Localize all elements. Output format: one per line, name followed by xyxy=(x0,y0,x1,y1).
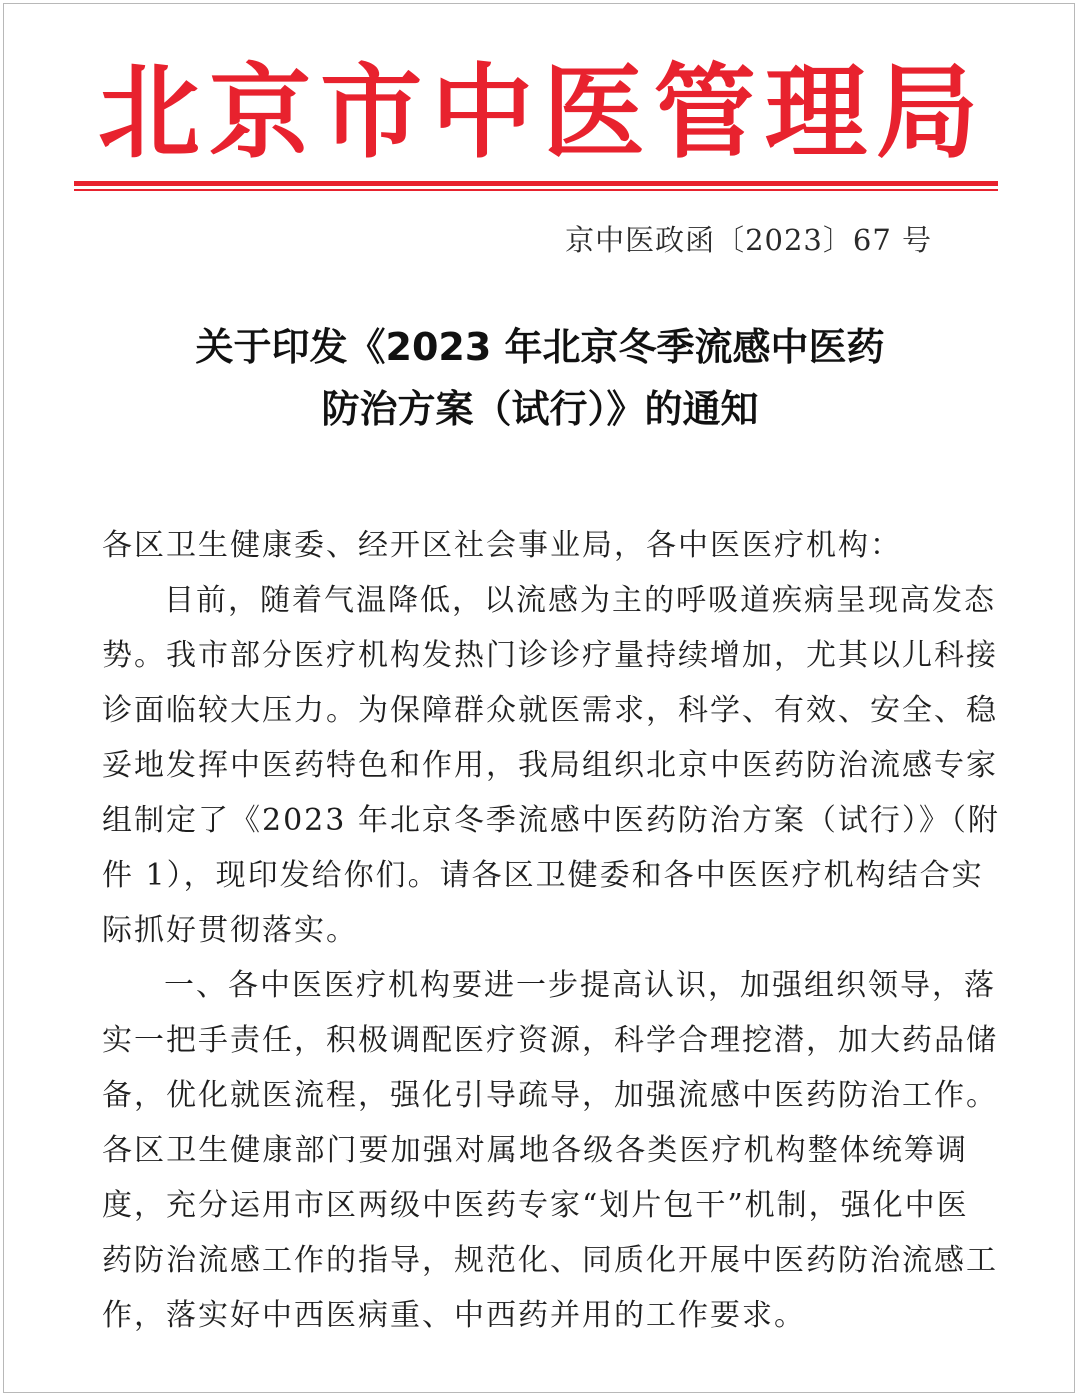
paragraph-line: 备，优化就医流程，强化引导疏导，加强流感中医药防治工作。 xyxy=(102,1078,998,1113)
paragraph-line: 作，落实好中西医病重、中西药并用的工作要求。 xyxy=(102,1298,806,1333)
paragraph-line: 药防治流感工作的指导，规范化、同质化开展中医药防治流感工 xyxy=(102,1243,998,1278)
paragraph-line: 实一把手责任，积极调配医疗资源，科学合理挖潜，加大药品储 xyxy=(102,1023,998,1058)
paragraph-line: 一、各中医医疗机构要进一步提高认识，加强组织领导，落 xyxy=(164,968,996,1003)
agency-letterhead xyxy=(98,54,978,173)
paragraph-line: 度，充分运用市区两级中医药专家“划片包干”机制，强化中医 xyxy=(102,1188,969,1223)
paragraph-line: 际抓好贯彻落实。 xyxy=(102,913,358,948)
paragraph-line: 组制定了《2023 年北京冬季流感中医药防治方案（试行）》（附 xyxy=(102,803,1000,838)
paragraph-line: 各区卫生健康部门要加强对属地各级各类医疗机构整体统筹调 xyxy=(102,1133,968,1168)
title-line: 防治方案（试行）》的通知 xyxy=(321,387,759,431)
letterhead-char: 医 xyxy=(542,54,645,173)
letterhead-char: 中 xyxy=(431,54,534,173)
paragraph-line: 势。我市部分医疗机构发热门诊诊疗量持续增加，尤其以儿科接 xyxy=(102,638,998,673)
letterhead-char: 市 xyxy=(320,54,423,173)
letterhead-divider-thin xyxy=(74,189,998,191)
letterhead-char: 京 xyxy=(209,54,312,173)
paragraph-line: 件 1），现印发给你们。请各区卫健委和各中医医疗机构结合实 xyxy=(102,858,984,893)
letterhead-char: 北 xyxy=(98,54,200,173)
document-number: 京中医政函〔2023〕67 号 xyxy=(565,223,932,257)
document-title xyxy=(100,316,980,440)
paragraph-line: 目前，随着气温降低，以流感为主的呼吸道疾病呈现高发态 xyxy=(164,583,996,618)
paragraph-line: 妥地发挥中医药特色和作用，我局组织北京中医药防治流感专家 xyxy=(102,748,998,783)
document-body xyxy=(102,518,1000,1343)
title-line: 关于印发《2023 年北京冬季流感中医药 xyxy=(195,325,885,369)
paragraph-line: 诊面临较大压力。为保障群众就医需求，科学、有效、安全、稳 xyxy=(102,693,998,728)
letterhead-char: 理 xyxy=(764,54,867,173)
letterhead-char: 局 xyxy=(875,54,978,173)
salutation: 各区卫生健康委、经开区社会事业局，各中医医疗机构： xyxy=(102,528,902,563)
letterhead-char: 管 xyxy=(653,54,756,173)
letterhead-divider-thick xyxy=(74,181,998,186)
